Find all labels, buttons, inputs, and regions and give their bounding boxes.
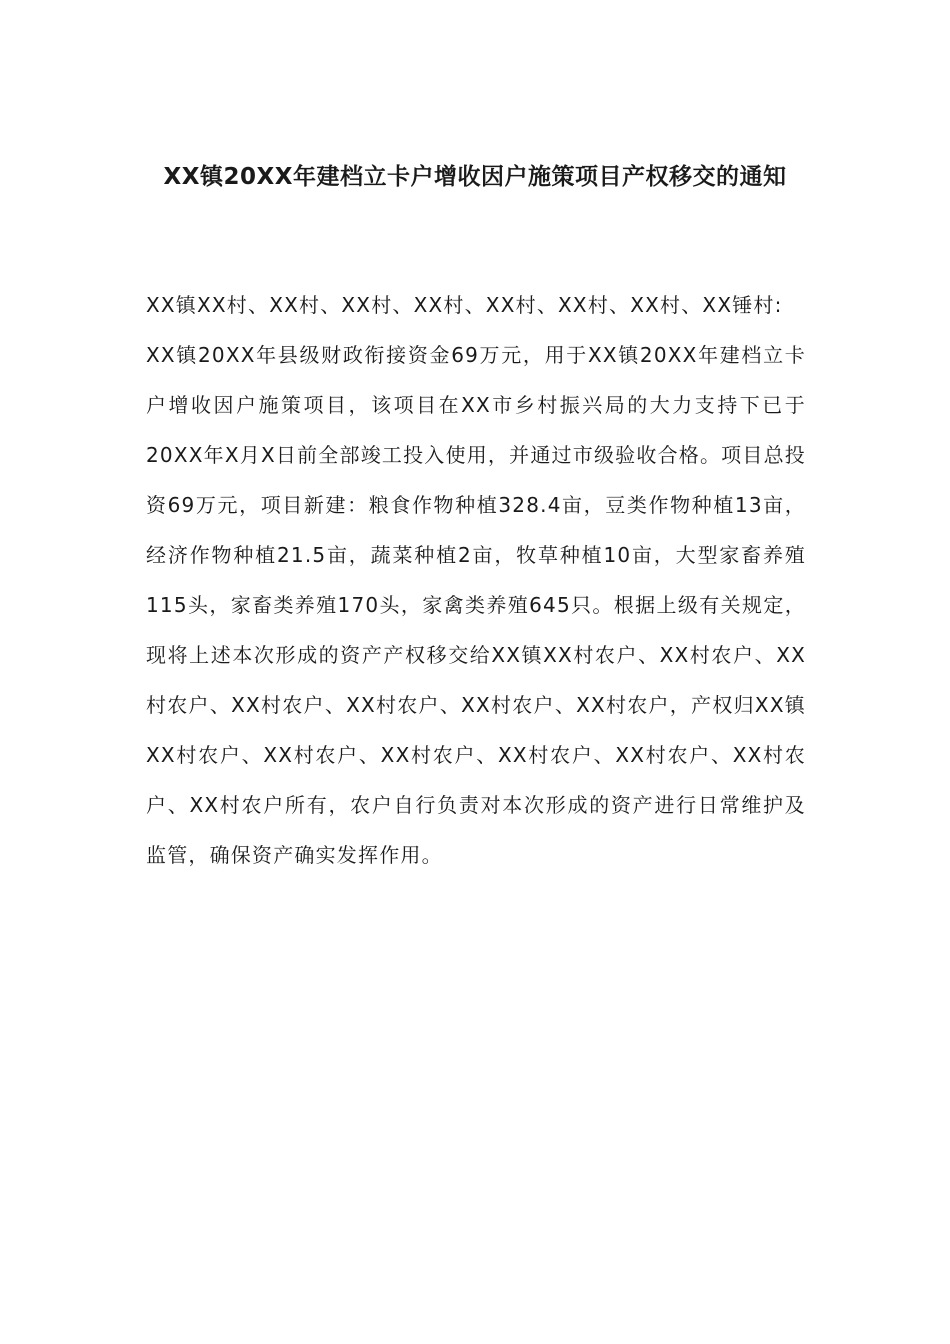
body-paragraph: XX镇20XX年县级财政衔接资金69万元，用于XX镇20XX年建档立卡户增收因户施策项目，该项目在XX市乡村振兴局的大力支持下已于20XX年X月X日前全部竣工投入使用，并通过市级验收合格。项目总投资69万元，项目新建：粮食作物种植328.4亩，豆类作物种植13亩，经济作物种植21.5亩，蔬菜种植2亩，牧草种植10亩，大型家畜养殖115头，家畜类养殖170头，家禽类养殖645只。根据上级有关规定，现将上述本次形成的资产产权移交给XX镇XX村农户、XX村农户、XX村农户、XX村农户、XX村农户、XX村农户、XX村农户，产权归XX镇XX村农户、XX村农户、XX村农户、XX村农户、XX村农户、XX村农户、XX村农户所有，农户自行负责对本次形成的资产进行日常维护及监管，确保资产确实发挥作用。 <box>146 343 806 867</box>
document-body <box>146 280 806 880</box>
salutation-line: XX镇XX村、XX村、XX村、XX村、XX村、XX村、XX村、XX锤村: <box>146 293 783 317</box>
document-title: XX镇20XX年建档立卡户增收因户施策项目产权移交的通知 <box>163 164 787 190</box>
